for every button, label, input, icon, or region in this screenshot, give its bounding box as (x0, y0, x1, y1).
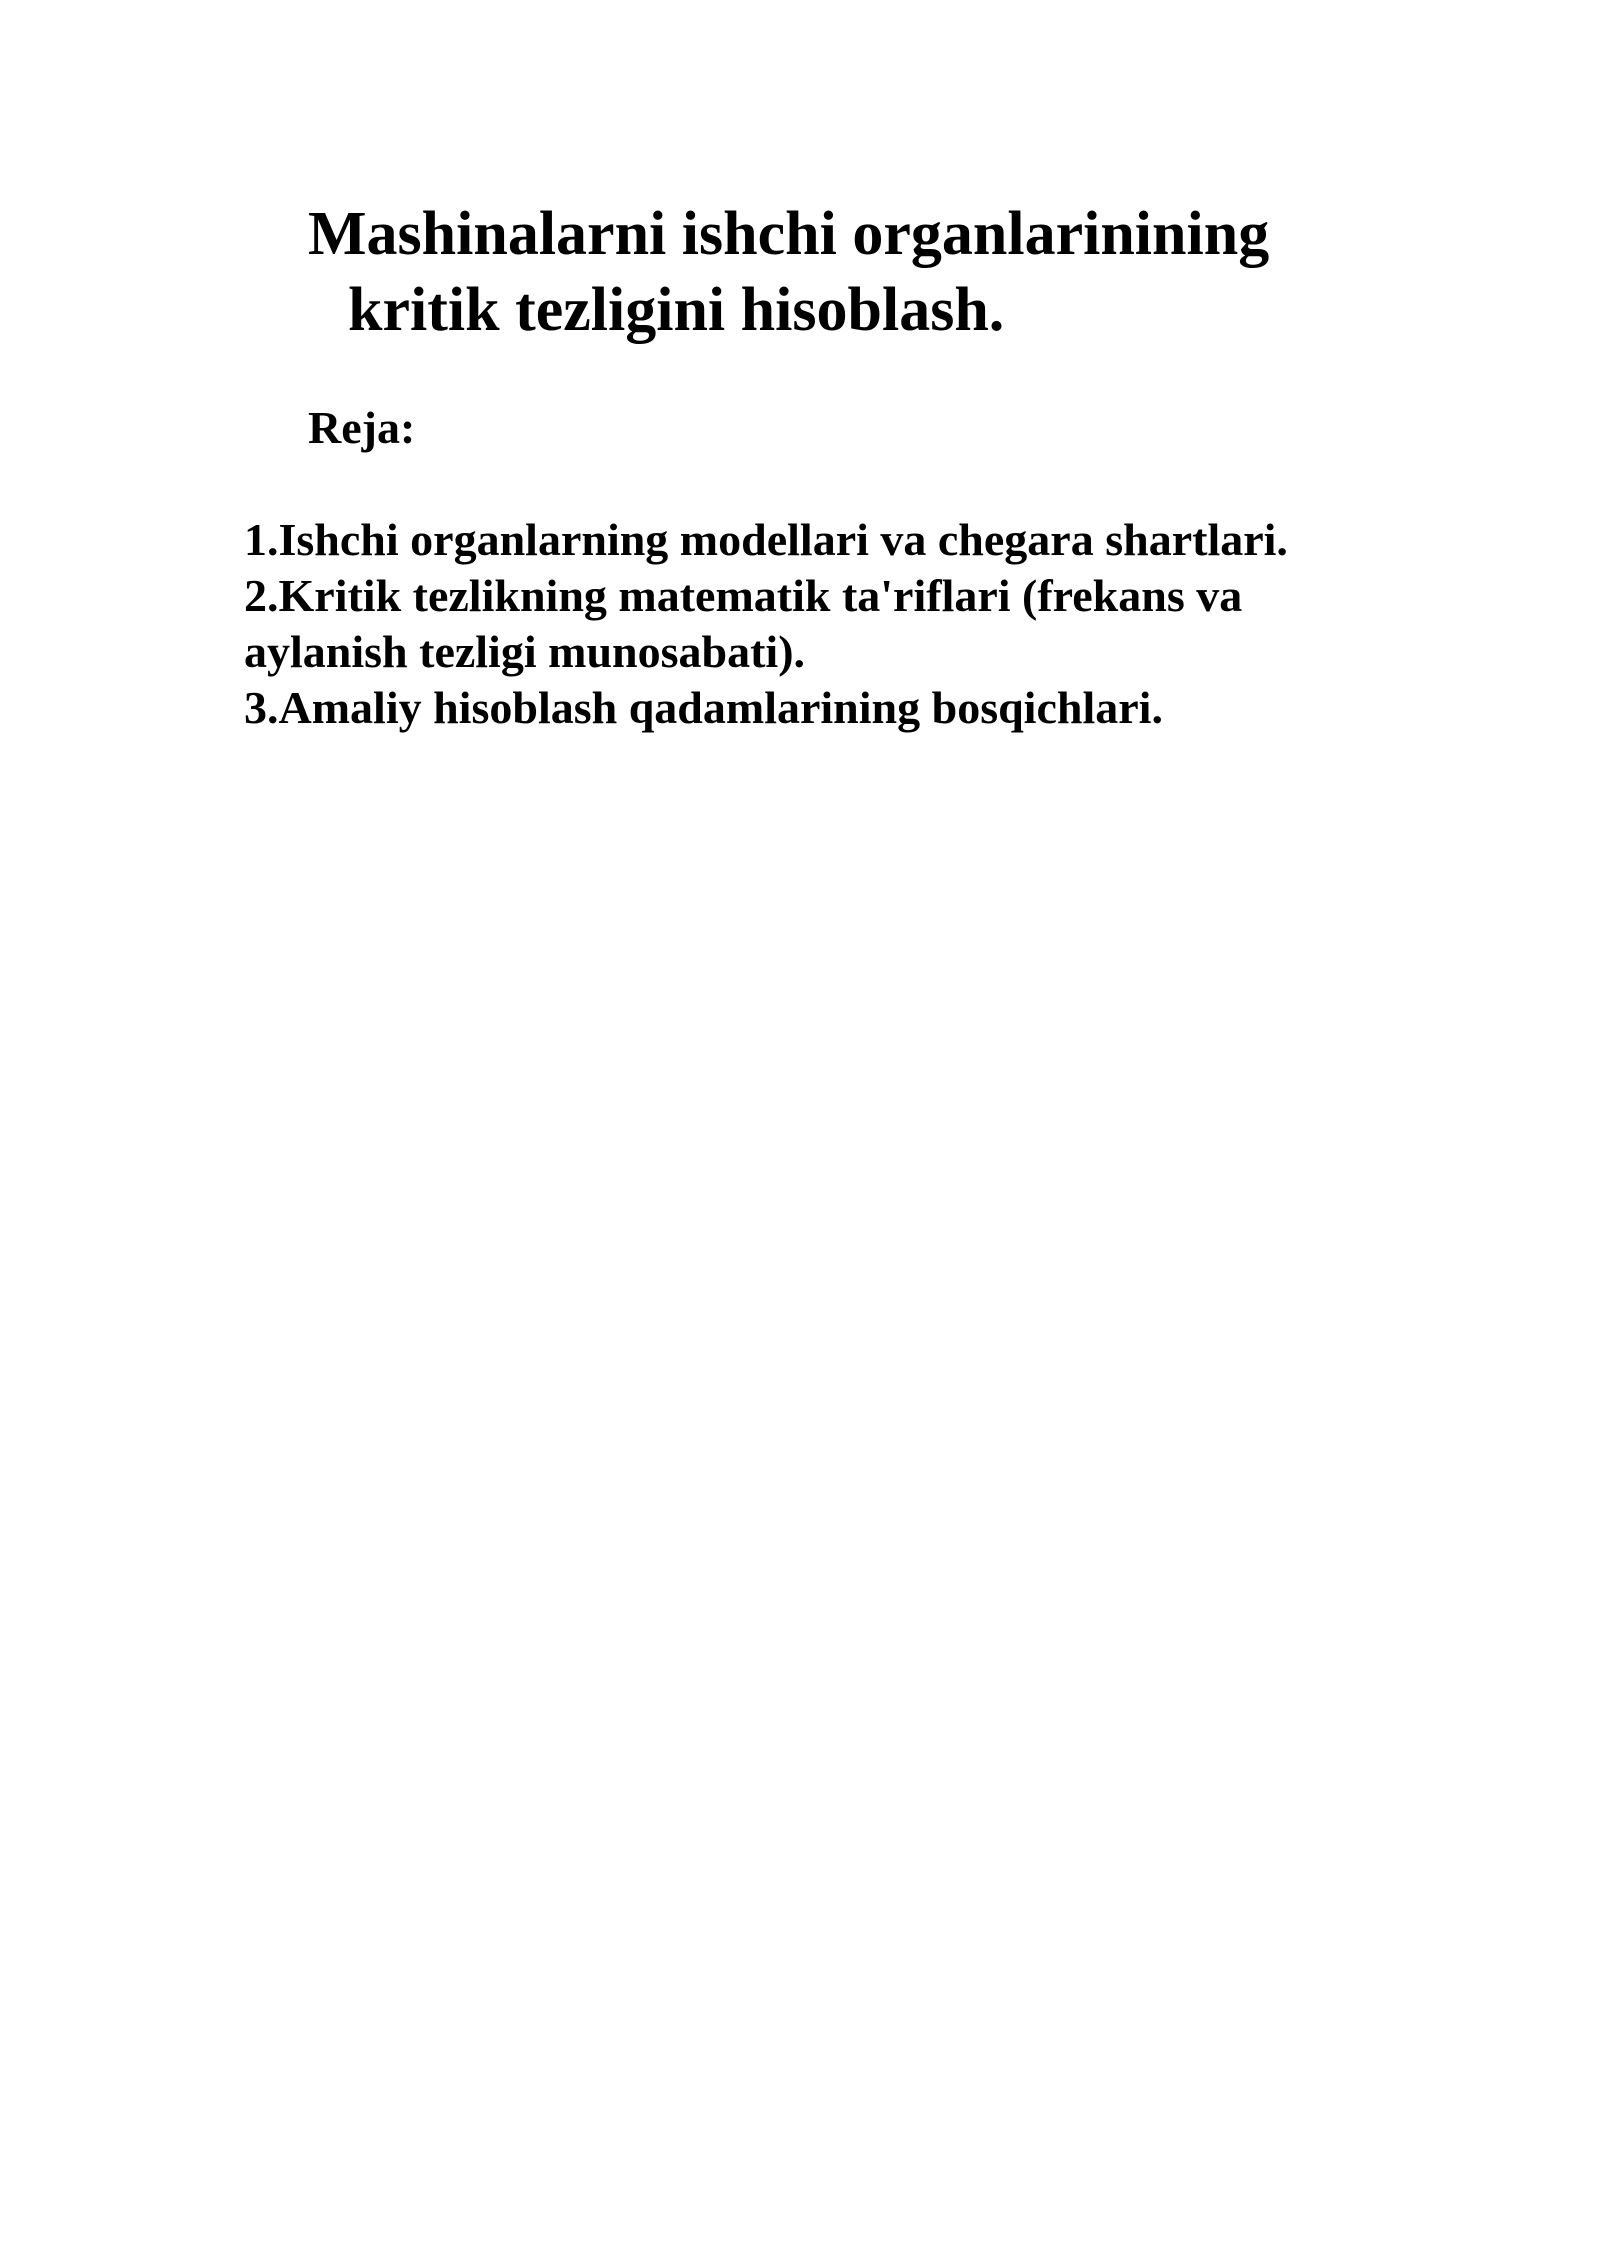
plan-item-1: 1.Ishchi organlarning modellari va chegara shartlari. (244, 514, 1288, 565)
plan-list (244, 512, 1404, 736)
plan-item-2: 2.Kritik tezlikning matematik ta'riflari (frekans va (244, 570, 1243, 621)
plan-item-3: 3.Amaliy hisoblash qadamlarining bosqichlari. (244, 682, 1163, 733)
plan-heading: Reja: (308, 402, 416, 453)
document-title (308, 196, 1408, 348)
title-line-1: Mashinalarni ishchi organlarinining (308, 200, 1270, 268)
plan-item-2-continuation: aylanish tezligi munosabati). (244, 626, 806, 677)
title-line-2: kritik tezligini hisoblash. (348, 276, 1005, 344)
